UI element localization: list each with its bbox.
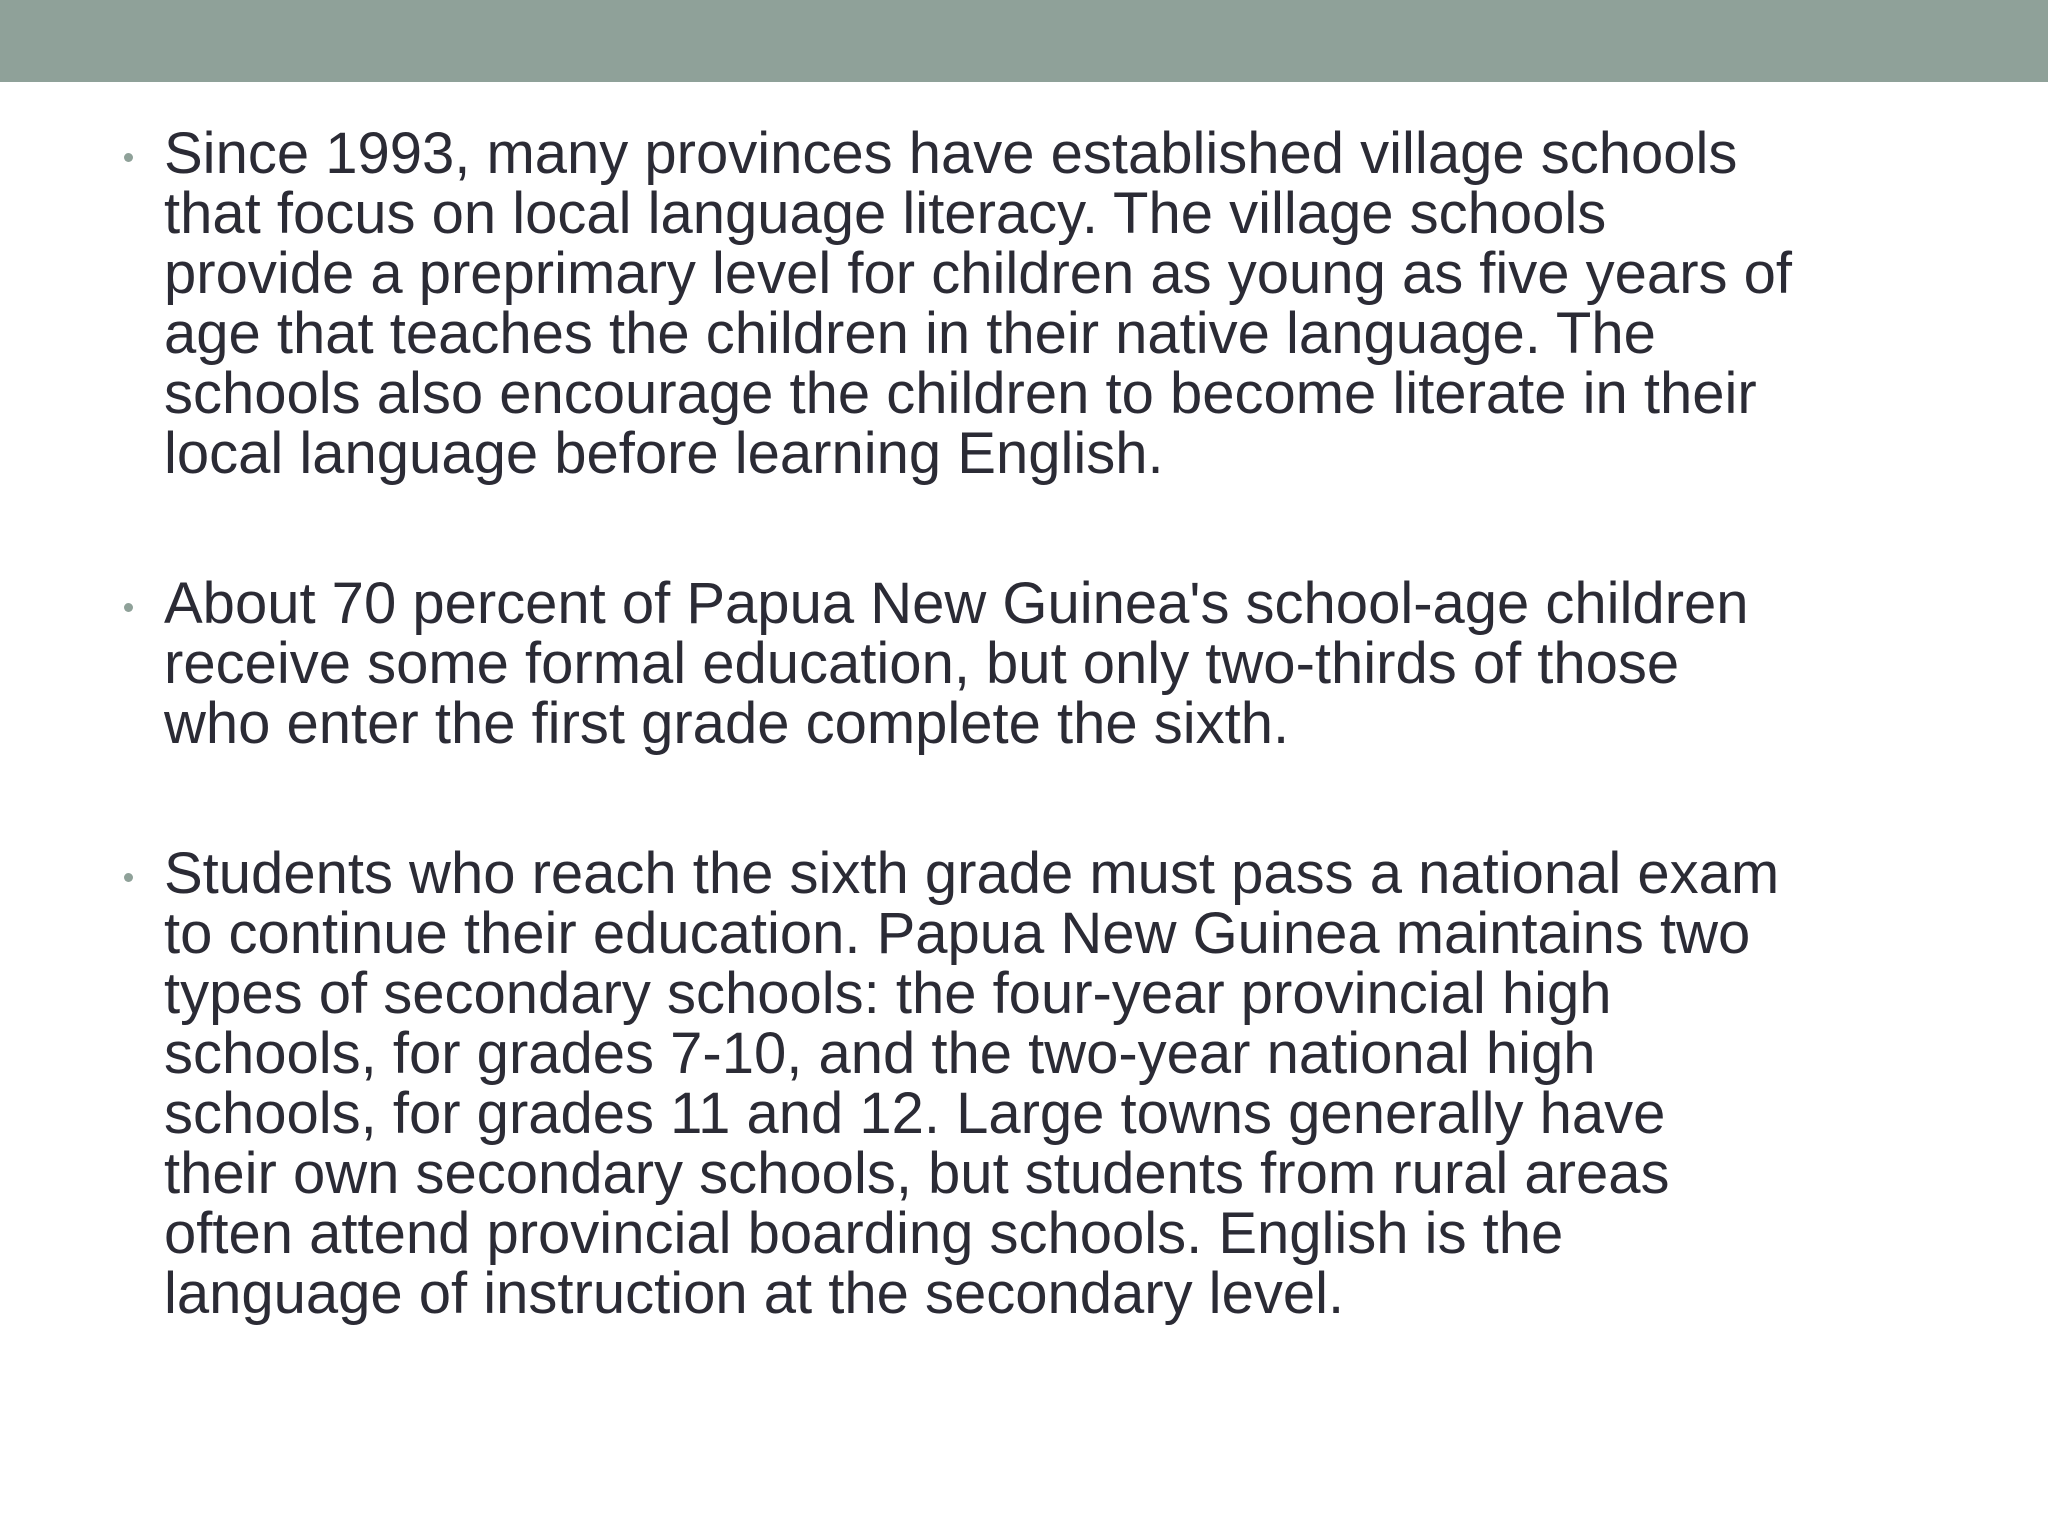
bullet-icon: [124, 153, 133, 162]
bullet-icon: [124, 603, 133, 612]
header-bar: [0, 0, 2048, 82]
bullet-text: About 70 percent of Papua New Guinea's school-age children receive some formal education, but only two-thirds of those who enter the first grade complete the sixth.: [164, 571, 1749, 756]
slide-body: [0, 121, 2048, 1326]
bullet-text: Since 1993, many provinces have established village schools that focus on local language literacy. The village schools provide a preprimary level for children as young as five years of age that teaches the children in their native language. The schools also encourage the children to become literate in their local language before learning English.: [164, 121, 1792, 486]
bullet-item-formal-education: [0, 571, 2048, 756]
bullet-item-village-schools: [0, 121, 2048, 486]
bullet-text: Students who reach the sixth grade must pass a national exam to continue their education. Papua New Guinea maintains two types of secondary schools: the four-year provincial high schools, for grades 7-10, and the two-year national high schools, for grades 11 and 12. Large towns generally have their own secondary schools, but students from rural areas often attend provincial boarding schools. English is the language of instruction at the secondary level.: [164, 841, 1780, 1326]
bullet-icon: [124, 873, 133, 882]
bullet-item-secondary-schools: [0, 841, 2048, 1326]
